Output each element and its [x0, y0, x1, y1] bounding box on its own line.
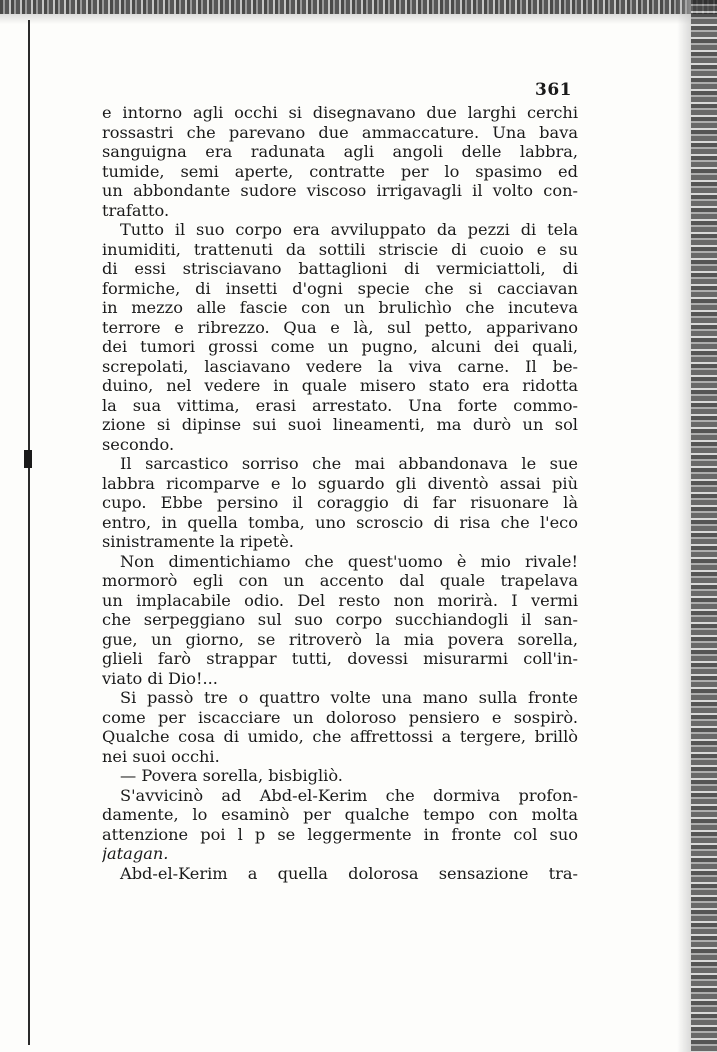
text-line: Qualche cosa di umido, che affrettossi a tergere, brillò: [102, 727, 578, 746]
text-line: un abbondante sudore viscoso irrigavagli il volto con-: [102, 181, 578, 200]
text-line: mormorò egli con un accento dal quale trapelava: [102, 571, 578, 590]
text-line: Non dimentichiamo che quest'uomo è mio rivale!: [120, 551, 578, 571]
text-line: labbra ricomparve e lo sguardo gli diventò assai più: [102, 473, 578, 493]
text-line: sanguigna era radunata agli angoli delle labbra,: [102, 142, 578, 161]
text-line: gue, un giorno, se ritroverò la mia povera sorella,: [102, 629, 578, 649]
scan-right-shadow: [677, 0, 691, 1052]
text-line: terrore e ribrezzo. Qua e là, sul petto, apparivano: [102, 317, 578, 337]
text-line: trafatto.: [102, 200, 170, 220]
text-line: glieli farò strappar tutti, dovessi misurarmi coll'in-: [102, 649, 578, 668]
binding-mark: [24, 450, 32, 468]
text-line: S'avvicinò ad Abd-el-Kerim che dormiva profon-: [120, 785, 578, 805]
text-line: formiche, di insetti d'ogni specie che si cacciavan: [102, 278, 578, 298]
text-line: di essi strisciavano battaglioni di vermiciattoli, di: [102, 259, 578, 278]
text-line: damente, lo esaminò per qualche tempo con molta: [102, 805, 578, 824]
scan-top-shadow: [0, 14, 717, 24]
text-line: attenzione poi l p se leggermente in fronte col suo: [102, 824, 578, 844]
text-line: viato di Dio!...: [102, 668, 218, 688]
text-line: inumiditi, trattenuti da sottili striscie di cuoio e su: [102, 239, 578, 259]
text-line: tumide, semi aperte, contratte per lo spasimo ed: [102, 161, 578, 181]
text-line: duino, nel vedere in quale misero stato era ridotta: [102, 376, 578, 395]
text-line: dei tumori grossi come un pugno, alcuni dei quali,: [102, 337, 578, 356]
text-line: Si passò tre o quattro volte una mano sulla fronte: [120, 688, 578, 707]
text-line: sinistramente la ripetè.: [102, 532, 294, 551]
text-line: zione si dipinse sui suoi lineamenti, ma durò un sol: [102, 415, 578, 434]
text-line: nei suoi occhi.: [102, 746, 220, 766]
page-number: 361: [535, 80, 572, 100]
scan-top-edge: [0, 0, 717, 14]
text-line: come per iscacciare un doloroso pensiero e sospirò.: [102, 707, 578, 727]
text-line: un implacabile odio. Del resto non morirà. I vermi: [102, 590, 578, 610]
text-line: che serpeggiano sul suo corpo succhiandogli il san-: [102, 610, 578, 629]
text-line: Tutto il suo corpo era avviluppato da pezzi di tela: [120, 220, 578, 239]
text-line: Il sarcastico sorriso che mai abbandonava le sue: [120, 454, 578, 473]
text-line: jatagan.: [102, 844, 169, 863]
text-line: — Povera sorella, bisbigliò.: [120, 766, 343, 785]
body-text: [102, 103, 578, 883]
text-line: rossastri che parevano due ammaccature. Una bava: [102, 122, 578, 142]
text-line: cupo. Ebbe persino il coraggio di far risuonare là: [102, 493, 578, 512]
text-line: e intorno agli occhi si disegnavano due larghi cerchi: [102, 103, 578, 122]
text-line: secondo.: [102, 434, 175, 454]
scan-right-edge: [691, 0, 717, 1052]
text-line: entro, in quella tomba, uno scroscio di risa che l'eco: [102, 512, 578, 532]
text-line: la sua vittima, erasi arrestato. Una forte commo-: [102, 395, 578, 415]
text-line: screpolati, lasciavano vedere la viva carne. Il be-: [102, 356, 578, 376]
text-line: Abd-el-Kerim a quella dolorosa sensazione tra-: [120, 863, 578, 883]
binding-line: [28, 20, 30, 1045]
text-line: in mezzo alle fascie con un brulichìo che incuteva: [102, 298, 578, 317]
